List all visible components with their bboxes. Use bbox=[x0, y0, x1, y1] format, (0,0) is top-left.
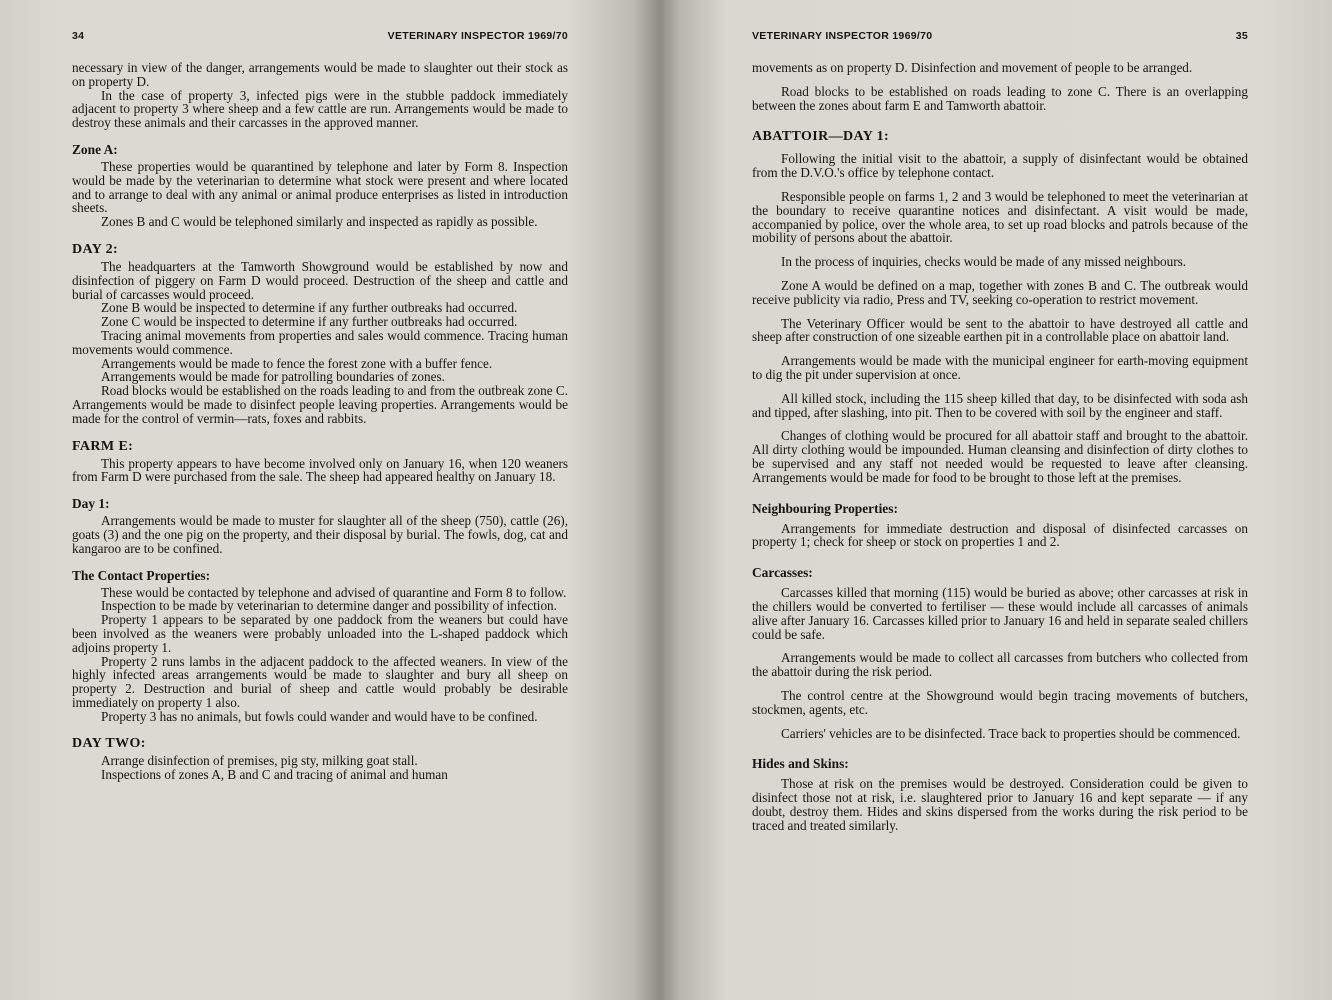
section-heading: Hides and Skins: bbox=[752, 756, 849, 772]
paragraph: This property appears to have become involved only on January 16, when 120 weaners from Farm D were purchased from the sale. The sheep had appeared healthy on January 18. bbox=[72, 455, 568, 485]
paragraph: Arrange disinfection of premises, pig sty, milking goat stall. bbox=[101, 753, 418, 769]
paragraph: Those at risk on the premises would be destroyed. Consideration could be given to disinfect those not at risk, i.e. slaughtered prior to January 16 and kept separate — if any doubt, destroy them. Hides and skins dispersed from the works during the risk period to be traced and treated similarly. bbox=[752, 776, 1248, 833]
paragraph: movements as on property D. Disinfection and movement of people to be arranged. bbox=[752, 60, 1193, 75]
paragraph: Zones B and C would be telephoned similarly and inspected as rapidly as possible. bbox=[101, 214, 538, 230]
paragraph: Zone B would be inspected to determine if any further outbreaks had occurred. bbox=[101, 300, 518, 316]
section-heading: Zone A: bbox=[72, 141, 118, 157]
paragraph: All killed stock, including the 115 sheep killed that day, to be disinfected with soda ash and tipped, after slashing, into pit. Then to be covered with soil by the engineer and staff. bbox=[752, 390, 1248, 420]
paragraph: Zone C would be inspected to determine if any further outbreaks had occurred. bbox=[101, 314, 518, 330]
paragraph: Road blocks would be established on the roads leading to and from the outbreak zone C. Arrangements would be made to disinfect people leaving properties. Arrangements would be made for the control of vermin—rats, foxes and rabbits. bbox=[72, 383, 568, 426]
paragraph: Arrangements would be made with the municipal engineer for earth-moving equipment to dig the pit under supervision at once. bbox=[752, 353, 1248, 382]
paragraph: Zone A would be defined on a map, together with zones B and C. The outbreak would receive publicity via radio, Press and TV, seeking co-operation to restrict movement. bbox=[752, 277, 1248, 307]
section-heading: DAY TWO: bbox=[72, 736, 146, 752]
paragraph: Property 2 runs lambs in the adjacent paddock to the affected weaners. In view of the highly infected areas arrangements would be made to slaughter and bury all sheep on property 2. Destruction and burial of sheep and cattle would probably be desirable immediately on property 1 also. bbox=[72, 653, 568, 710]
left-page bbox=[0, 0, 660, 1000]
paragraph: These properties would be quarantined by telephone and later by Form 8. Inspection would be made by the veterinarian to determine what stock were present and where located and to arrange to deal with any animal or animal produce enterprises as listed in introduction sheets. bbox=[72, 158, 568, 216]
paragraph: Inspections of zones A, B and C and tracing of animal and human bbox=[101, 767, 448, 783]
paragraph: These would be contacted by telephone and advised of quarantine and Form 8 to follow. bbox=[101, 584, 567, 600]
paragraph: Inspection to be made by veterinarian to determine danger and possibility of infection. bbox=[101, 598, 557, 614]
paragraph: Carcasses killed that morning (115) would be buried as above; other carcasses at risk in the chillers would be converted to fertiliser — these would include all carcasses of animals alive after January 16. Carcasses killed prior to January 16 and held in separate sealed chillers could be safe. bbox=[752, 585, 1248, 642]
section-heading: Carcasses: bbox=[752, 565, 813, 581]
paragraph: Changes of clothing would be procured for all abattoir staff and brought to the abattoir. All dirty clothing would be impounded. Human cleansing and disinfection of dirty clothes to be supervised and any staff not needed would be requested to leave after cleansing. Arrangements would be made for food to be brought to those left at the premises. bbox=[752, 428, 1248, 485]
right-page bbox=[660, 0, 1332, 1000]
paragraph: Road blocks to be established on roads leading to zone C. There is an overlapping between the zones about farm E and Tamworth abattoir. bbox=[752, 83, 1248, 113]
paragraph: Property 1 appears to be separated by one paddock from the weaners but could have been involved as the weaners were probably unloaded into the L-shaped paddock which adjoins property 1. bbox=[72, 612, 568, 655]
paragraph: Arrangements would be made to muster for slaughter all of the sheep (750), cattle (26), goats (3) and the one pig on the property, and their disposal by burial. The fowls, dog, cat and kangaroo are to be confined. bbox=[72, 513, 568, 556]
page-number-left: 34 bbox=[72, 30, 85, 42]
running-head-right bbox=[752, 30, 1248, 42]
paragraph: In the case of property 3, infected pigs were in the stubble paddock immediately adjacent to property 3 where sheep and a few cattle are run. Arrangements would be made to destroy these animals and their carcasses in the approved manner. bbox=[72, 87, 568, 131]
paragraph: Arrangements would be made for patrolling boundaries of zones. bbox=[101, 369, 445, 385]
section-heading: DAY 2: bbox=[72, 241, 119, 257]
paragraph: The Veterinary Officer would be sent to the abattoir to have destroyed all cattle and sheep after construction of one sizeable earthen pit in a controllable place on abattoir land. bbox=[752, 315, 1248, 345]
running-head-left bbox=[72, 30, 568, 42]
paragraph: Tracing animal movements from properties and sales would commence. Tracing human movements would commence. bbox=[72, 327, 568, 357]
section-heading: ABATTOIR—DAY 1: bbox=[752, 129, 890, 145]
paragraph: Arrangements for immediate destruction and disposal of disinfected carcasses on property 1; check for sheep or stock on properties 1 and 2. bbox=[752, 520, 1248, 550]
paragraph: The headquarters at the Tamworth Showground would be established by now and disinfection of piggery on Farm D would proceed. Destruction of the sheep and cattle and burial of carcasses would proceed. bbox=[72, 258, 568, 302]
running-title-right: VETERINARY INSPECTOR 1969/70 bbox=[752, 30, 933, 42]
running-title-left: VETERINARY INSPECTOR 1969/70 bbox=[387, 30, 568, 42]
paragraph: necessary in view of the danger, arrangements would be made to slaughter out their stock as on property D. bbox=[72, 60, 568, 89]
section-heading: Day 1: bbox=[72, 496, 110, 512]
paragraph: Property 3 has no animals, but fowls could wander and would have to be confined. bbox=[101, 708, 538, 724]
right-page-body bbox=[752, 61, 1248, 832]
paragraph: Arrangements would be made to fence the forest zone with a buffer fence. bbox=[101, 355, 493, 371]
section-heading: FARM E: bbox=[72, 438, 134, 454]
page-number-right: 35 bbox=[1235, 30, 1248, 42]
section-heading: Neighbouring Properties: bbox=[752, 500, 898, 516]
left-page-body bbox=[72, 61, 568, 782]
paragraph: Carriers' vehicles are to be disinfected. Trace back to properties should be commenced. bbox=[781, 725, 1241, 741]
section-heading: The Contact Properties: bbox=[72, 567, 211, 583]
paragraph: Following the initial visit to the abattoir, a supply of disinfectant would be obtained from the D.V.O.'s office by telephone contact. bbox=[752, 151, 1248, 181]
paragraph: Responsible people on farms 1, 2 and 3 would be telephoned to meet the veterinarian at the boundary to receive quarantine notices and disinfectant. A visit would be made, accompanied by police, over the whole area, to set up road blocks and patrols because of the mobility of persons about the abattoir. bbox=[752, 188, 1248, 246]
paragraph: The control centre at the Showground would begin tracing movements of butchers, stockmen, agents, etc. bbox=[752, 687, 1248, 717]
paragraph: Arrangements would be made to collect all carcasses from butchers who collected from the abattoir during the risk period. bbox=[752, 650, 1248, 680]
paragraph: In the process of inquiries, checks would be made of any missed neighbours. bbox=[781, 254, 1187, 270]
